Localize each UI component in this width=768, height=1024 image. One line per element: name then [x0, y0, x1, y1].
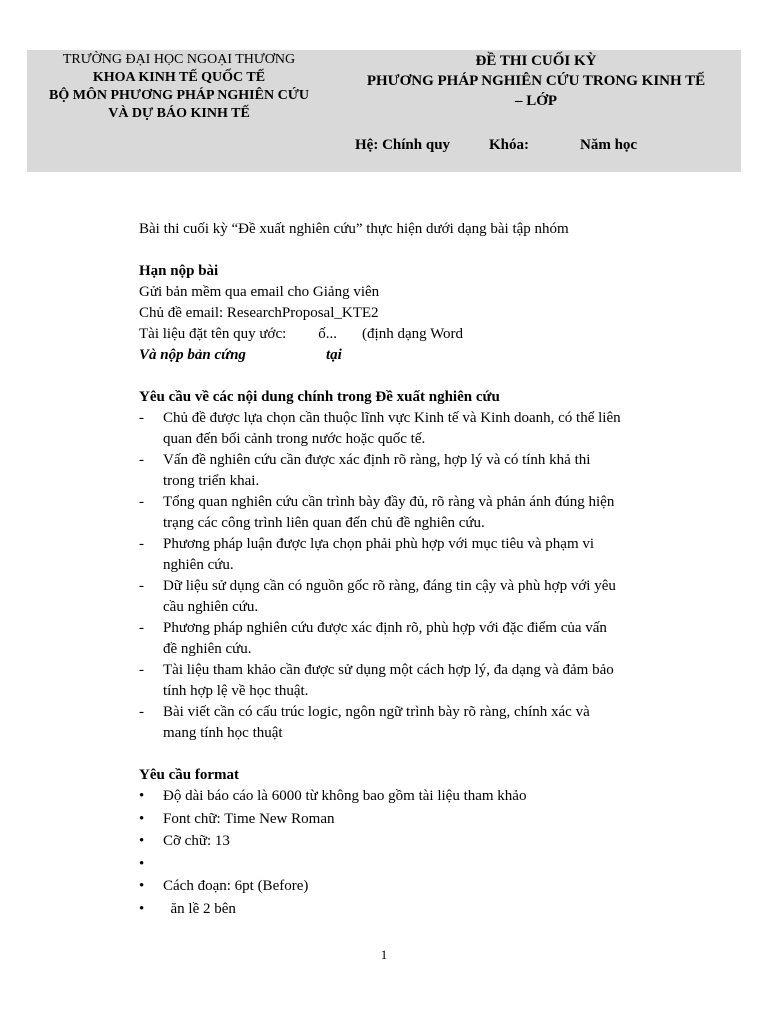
- document-body: [139, 219, 684, 921]
- dash-marker: -: [139, 578, 144, 594]
- list-item: • Cỡ chữ: 13: [139, 831, 684, 852]
- dash-marker: -: [139, 536, 144, 552]
- faculty-name: KHOA KINH TẾ QUỐC TẾ: [92, 70, 266, 85]
- requirements-title: Yêu cầu về các nội dung chính trong Đề xuất nghiên cứu: [139, 389, 500, 405]
- list-item: - Tài liệu tham khảo cần được sử dụng một cách hợp lý, đa dạng và đảm bảo tính hợp lệ về học thuật.: [139, 662, 614, 699]
- program-type: Hệ: Chính quy: [355, 137, 451, 153]
- format-list: [139, 786, 684, 920]
- header-exam-title: [331, 51, 741, 111]
- bullet-marker: •: [139, 855, 145, 872]
- deadline-line-hardcopy: [139, 345, 684, 366]
- list-item: - Bài viết cần có cấu trúc logic, ngôn ngữ trình bày rõ ràng, chính xác và mang tính học thuật: [139, 704, 590, 741]
- requirements-list: [139, 408, 684, 744]
- naming-label: Tài liệu đặt tên quy ước:: [139, 326, 287, 342]
- cohort-label: Khóa:: [489, 137, 530, 153]
- bullet-marker: •: [139, 810, 145, 827]
- format-title: Yêu cầu format: [139, 767, 239, 783]
- deadline-line-email: Gửi bản mềm qua email cho Giảng viên: [139, 284, 380, 300]
- university-name: TRƯỜNG ĐẠI HỌC NGOẠI THƯƠNG: [62, 52, 296, 67]
- dash-marker: -: [139, 410, 144, 426]
- list-item: - Dữ liệu sử dụng cần có nguồn gốc rõ ràng, đáng tin cậy và phù hợp với yêu cầu nghiên cứu.: [139, 578, 616, 615]
- list-item: [139, 854, 684, 875]
- page-number: 1: [380, 947, 388, 962]
- dash-marker: -: [139, 662, 144, 678]
- list-item: - Tổng quan nghiên cứu cần trình bày đầy đủ, rõ ràng và phản ánh đúng hiện trạng các công trình liên quan đến chủ đề nghiên cứu.: [139, 494, 615, 531]
- naming-fragment: ố...: [318, 326, 338, 342]
- dash-marker: -: [139, 494, 144, 510]
- header-institution: [27, 51, 331, 123]
- dash-marker: -: [139, 620, 144, 636]
- class-label: – LỚP: [514, 93, 558, 109]
- deadline-line-naming: [139, 324, 684, 345]
- dash-marker: -: [139, 452, 144, 468]
- list-item: - Vấn đề nghiên cứu cần được xác định rõ ràng, hợp lý và có tính khả thi trong triển khai.: [139, 452, 591, 489]
- intro-paragraph: Bài thi cuối kỳ “Đề xuất nghiên cứu” thực hiện dưới dạng bài tập nhóm: [139, 221, 569, 237]
- list-item: • Font chữ: Time New Roman: [139, 809, 684, 830]
- bullet-marker: •: [139, 878, 145, 894]
- hardcopy-location: tại: [325, 347, 342, 363]
- list-item: • Cách đoạn: 6pt (Before): [139, 876, 684, 897]
- deadline-title: Hạn nộp bài: [139, 263, 219, 279]
- department-name-line1: BỘ MÔN PHƯƠNG PHÁP NGHIÊN CỨU: [49, 88, 309, 103]
- academic-year-label: Năm học: [580, 137, 638, 153]
- dash-marker: -: [139, 704, 144, 720]
- course-name: PHƯƠNG PHÁP NGHIÊN CỨU TRONG KINH TẾ: [366, 73, 706, 89]
- list-item: - Phương pháp luận được lựa chọn phải phù hợp với mục tiêu và phạm vi nghiên cứu.: [139, 536, 595, 573]
- list-item: - Phương pháp nghiên cứu được xác định rõ, phù hợp với đặc điểm của vấn đề nghiên cứu.: [139, 620, 607, 657]
- hardcopy-label: Và nộp bản cứng: [139, 347, 246, 363]
- bullet-marker: •: [139, 833, 145, 849]
- naming-format: (định dạng Word: [362, 326, 464, 342]
- department-name-line2: VÀ DỰ BÁO KINH TẾ: [108, 106, 250, 121]
- list-item: - Chủ đề được lựa chọn cần thuộc lĩnh vực Kinh tế và Kinh doanh, có thể liên quan đến bối cảnh trong nước hoặc quốc tế.: [139, 410, 621, 447]
- deadline-line-subject: Chủ đề email: ResearchProposal_KTE2: [139, 305, 379, 321]
- bullet-marker: •: [139, 900, 145, 917]
- list-item: • ăn lề 2 bên: [139, 899, 684, 920]
- exam-title: ĐỀ THI CUỐI KỲ: [475, 53, 597, 69]
- bullet-marker: •: [139, 788, 145, 804]
- list-item: • Độ dài báo cáo là 6000 từ không bao gồm tài liệu tham khảo: [139, 786, 684, 807]
